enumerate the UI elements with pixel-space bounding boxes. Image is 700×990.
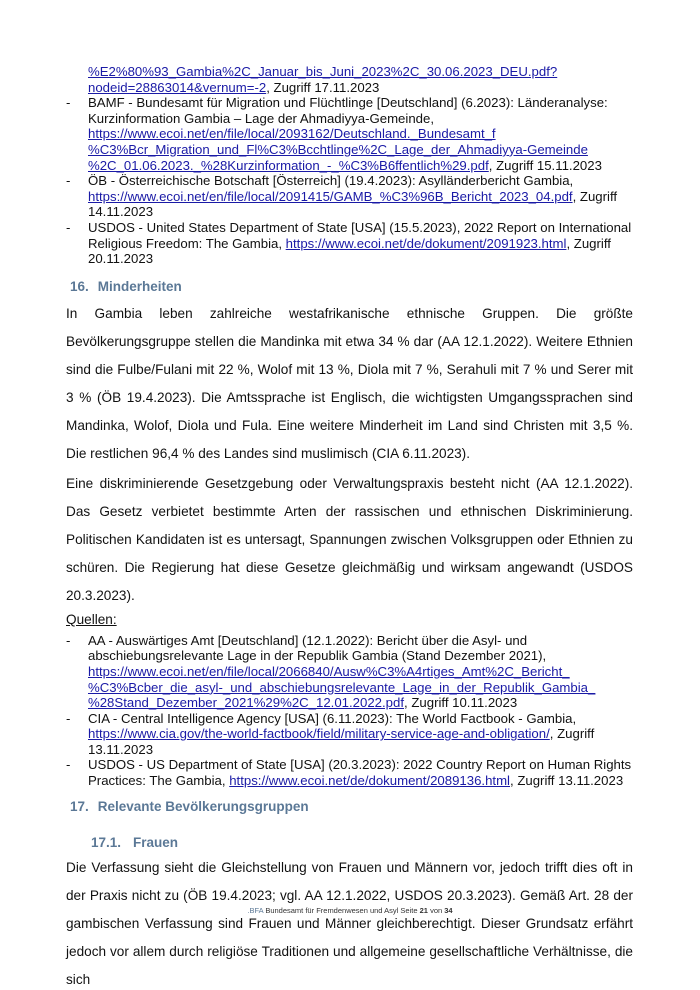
reference-item xyxy=(66,711,636,758)
list-dash: - xyxy=(66,757,71,773)
section-title: Relevante Bevölkerungsgruppen xyxy=(97,798,309,814)
reference-text: AA - Auswärtiges Amt [Deutschland] (12.1.2022): Bericht über die Asyl- und xyxy=(88,632,528,648)
reference-text: ÖB - Österreichische Botschaft [Österreich] (19.4.2023): Asylländerbericht Gambia, xyxy=(88,173,574,189)
section-heading-16 xyxy=(66,279,636,295)
access-date: 14.11.2023 xyxy=(88,204,154,220)
section-number: 17. xyxy=(70,798,89,814)
reference-text: Religious Freedom: The Gambia, xyxy=(88,235,286,251)
access-date: 20.11.2023 xyxy=(88,251,154,267)
reference-text: BAMF - Bundesamt für Migration und Flüchtlinge [Deutschland] (6.2023): Länderanalyse: xyxy=(88,95,608,111)
footer-von: von xyxy=(430,906,443,915)
reference-item xyxy=(66,64,636,95)
section-heading-17-1 xyxy=(66,835,636,851)
access-date: 13.11.2023 xyxy=(88,741,154,757)
reference-text: USDOS - United States Department of State [USA] (15.5.2023), 2022 Report on International xyxy=(88,219,632,235)
reference-text: USDOS - US Department of State [USA] (20.3.2023): 2022 Country Report on Human Rights xyxy=(88,757,632,773)
list-dash: - xyxy=(66,710,71,726)
reference-link[interactable]: %E2%80%93_Gambia%2C_Januar_bis_Juni_2023%2C_30.06.2023_DEU.pdf? nodeid=28863014&vernum=-2 xyxy=(88,64,558,95)
reference-item xyxy=(66,633,636,711)
reference-text: CIA - Central Intelligence Agency [USA] (6.11.2023): The World Factbook - Gambia, xyxy=(88,710,577,726)
footer-page-number: 21 xyxy=(419,906,428,915)
bfa-logo: .BFA xyxy=(247,906,264,915)
footer-page-total: 34 xyxy=(444,906,453,915)
reference-item xyxy=(66,220,636,267)
reference-link[interactable]: https://www.ecoi.net/en/file/local/2093162/Deutschland._Bundesamt_f %C3%Bcr_Migration_und_Fl%C3%Bcchtlinge%2C_Lage_der_Ahmadiyya-Gemeinde %2C_01.06.2023._%28Kurzinformation_-_%C3%B6ffentlich%29.pdf xyxy=(88,126,588,173)
access-date: , Zugriff xyxy=(572,188,618,204)
paragraph-minderheiten-2: Eine diskriminierende Gesetzgebung oder Verwaltungspraxis besteht nicht (AA 12.1.2022). Das Gesetz verbietet bestimmte Arten der rassischen und ethnischen Diskriminierung. Politischen Kandidaten ist es untersagt, Spannungen zwischen Volksgruppen oder Ethnien zu schüren. Die Regierung hat diese Gesetze gleichmäßig und wirksam angewandt (USDOS 20.3.2023). xyxy=(66,475,633,603)
list-dash: - xyxy=(66,173,71,189)
reference-list-16 xyxy=(66,633,636,789)
sources-label: Quellen: xyxy=(66,611,117,627)
reference-link[interactable]: https://www.cia.gov/the-world-factbook/field/military-service-age-and-obligation/ xyxy=(88,726,550,742)
access-date: , Zugriff 15.11.2023 xyxy=(488,157,602,173)
reference-list-top xyxy=(66,64,636,267)
paragraph-frauen-1: Die Verfassung sieht die Gleichstellung von Frauen und Männern vor, jedoch trifft dies oft in der Praxis nicht zu (ÖB 19.4.2023; vgl. AA 12.1.2022, USDOS 20.3.2023). Gemäß Art. 28 der gambischen Verfassung sind Frauen und Männer gleichberechtigt. Dieser Grundsatz erfährt jedoch vor allem durch religiöse Traditionen und allgemeine gesellschaftliche Verhältnisse, die sich xyxy=(66,859,633,987)
access-date: , Zugriff 13.11.2023 xyxy=(510,773,624,789)
page-footer xyxy=(0,906,700,915)
access-date: , Zugriff xyxy=(549,726,595,742)
reference-item xyxy=(66,173,636,220)
access-date: , Zugriff 17.11.2023 xyxy=(266,79,380,95)
reference-item xyxy=(66,757,636,788)
section-heading-17 xyxy=(66,799,636,815)
reference-link[interactable]: https://www.ecoi.net/en/file/local/2091415/GAMB_%C3%96B_Bericht_2023_04.pdf xyxy=(88,188,573,204)
reference-link[interactable]: https://www.ecoi.net/de/dokument/2089136.html xyxy=(229,773,510,789)
section-number: 16. xyxy=(70,278,89,294)
access-date: , Zugriff xyxy=(566,235,611,251)
reference-link[interactable]: https://www.ecoi.net/de/dokument/2091923.html xyxy=(285,235,567,251)
list-dash: - xyxy=(66,219,71,235)
section-title: Minderheiten xyxy=(97,278,182,294)
reference-text: Practices: The Gambia, xyxy=(88,773,230,789)
list-dash: - xyxy=(66,95,71,111)
footer-seite: Seite xyxy=(400,906,418,915)
paragraph-minderheiten-1: In Gambia leben zahlreiche westafrikanische ethnische Gruppen. Die größte Bevölkerungsgruppe stellen die Mandinka mit etwa 34 % dar (AA 12.1.2022). Weitere Ethnien sind die Fulbe/Fulani mit 22 %, Wolof mit 13 %, Diola mit 7 %, Serahuli mit 7 % und Serer mit 3 % (ÖB 19.4.2023). Die Amtssprache ist Englisch, die wichtigsten Umgangssprachen sind Mandinka, Wolof, Diola und Fula. Eine weitere Minderheit im Land sind Christen mit 3,5 %. Die restlichen 96,4 % des Landes sind muslimisch (CIA 6.11.2023). xyxy=(66,305,633,461)
reference-text: Kurzinformation Gambia – Lage der Ahmadiyya-Gemeinde, xyxy=(88,110,434,126)
section-title: Frauen xyxy=(133,834,179,850)
access-date: , Zugriff 10.11.2023 xyxy=(404,695,518,711)
reference-text: abschiebungsrelevante Lage in der Republik Gambia (Stand Dezember 2021), xyxy=(88,648,547,664)
footer-org: Bundesamt für Fremdenwesen und Asyl xyxy=(265,906,399,915)
reference-item xyxy=(66,95,636,173)
page-content xyxy=(66,64,636,990)
list-dash: - xyxy=(66,632,71,648)
section-number: 17.1. xyxy=(91,834,122,850)
reference-link[interactable]: https://www.ecoi.net/en/file/local/2066840/Ausw%C3%A4rtiges_Amt%2C_Bericht_ %C3%Bcber_die_asyl-_und_abschiebungsrelevante_Lage_in_der_Republik_Gambia_ %28Stand_Dezember_2021%29%2C_12.01.2022.pdf xyxy=(88,663,596,711)
